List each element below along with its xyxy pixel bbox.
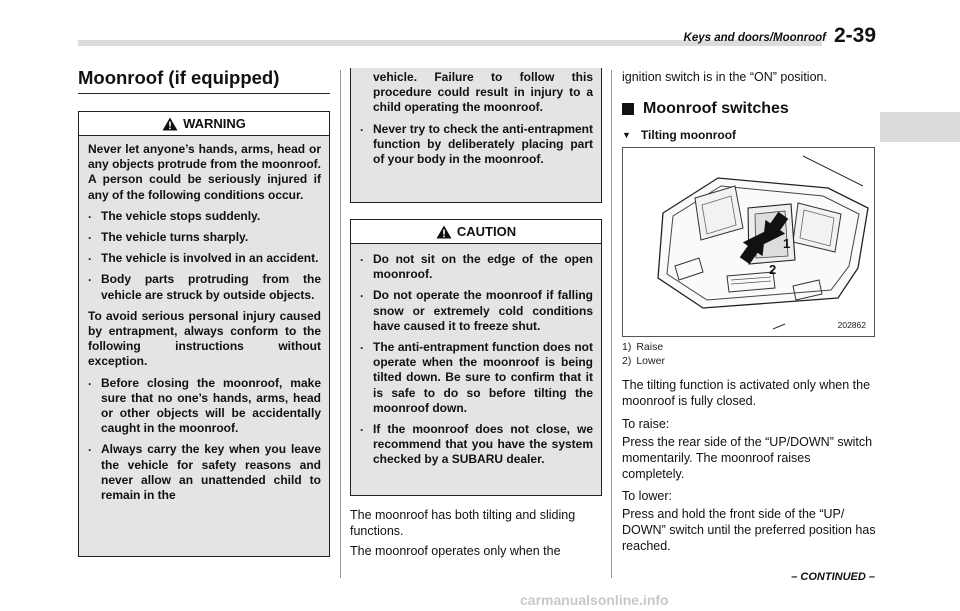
section-title: Moonroof (if equipped): [78, 67, 280, 88]
body-paragraph-continued: ignition switch is in the “ON” position.: [622, 70, 827, 84]
warning-continued-text: vehicle. Failure to follow this procedure could result in injury to a child operating the moonroof.: [373, 70, 593, 115]
callout-1: 1: [783, 236, 791, 251]
warning-triangle-icon: [162, 117, 178, 131]
header-chapter: Keys and doors/Moonroof: [683, 32, 826, 44]
raise-text: Press the rear side of the “UP/DOWN” switch momentarily. The moonroof raises completely.: [622, 435, 873, 482]
caution-title: CAUTION: [456, 224, 517, 239]
warning-condition: . The vehicle stops suddenly.: [88, 209, 321, 224]
caption-item: 2) Lower: [622, 354, 665, 367]
section-title-rule: [78, 93, 330, 94]
caution-item: . Do not sit on the edge of the open moonroof.: [360, 252, 593, 282]
caution-item: . Do not operate the moonroof if falling snow or extremely cold conditions have caused it to freeze shut.: [360, 288, 593, 334]
body-paragraph: The moonroof has both tilting and sliding functions.: [350, 508, 576, 539]
caution-box: [350, 219, 602, 496]
warning-instruction: . Before closing the moonroof, make sure that no one’s hands, arms, head or other objects will be accidentally caught in the moonroof.: [88, 376, 321, 437]
tilting-subheading-text: Tilting moonroof: [640, 128, 737, 142]
caution-item: . The anti-entrapment function does not operate when the moonroof is being tilted down. Be sure to confirm that it is safe to do so before tilting the moonroof down.: [360, 340, 593, 416]
caution-header: [351, 220, 601, 244]
callout-2: 2: [769, 262, 777, 277]
caution-triangle-icon: [436, 225, 452, 239]
warning-instruction: . Always carry the key when you leave the vehicle for safety reasons and never allow an unattended child to remain in the: [88, 442, 321, 503]
warning-condition: . The vehicle turns sharply.: [88, 230, 321, 245]
column-divider-2: [611, 70, 612, 578]
warning-continued-body: [351, 68, 601, 175]
tilting-subheading: [622, 128, 736, 142]
caution-item: . If the moonroof does not close, we recommend that you have the system checked by a SUBARU dealer.: [360, 422, 593, 468]
warning-avoid-text: To avoid serious personal injury caused by entrapment, always conform to the following instructions without exception.: [88, 308, 321, 369]
column-divider-1: [340, 70, 341, 578]
heading-square-icon: [622, 103, 634, 115]
warning-condition: . Body parts protruding from the vehicle are struck by outside objects.: [88, 272, 321, 302]
warning-title: WARNING: [183, 116, 246, 131]
tilt-paragraph: The tilting function is activated only when the moonroof is fully closed.: [622, 378, 871, 409]
warning-box-continued: [350, 68, 602, 203]
switches-heading: [622, 100, 789, 118]
chapter-side-tab: [880, 112, 960, 142]
warning-header: [79, 112, 329, 136]
continued-label: – CONTINUED –: [791, 571, 875, 583]
figure-captions: [622, 341, 665, 368]
lower-label: To lower:: [622, 489, 673, 503]
raise-label: To raise:: [622, 417, 670, 431]
switches-heading-text: Moonroof switches: [643, 100, 789, 117]
warning-box: [78, 111, 330, 557]
watermark: carmanualsonline.info: [520, 592, 669, 608]
lower-text: Press and hold the front side of the “UP/ DOWN” switch until the preferred position has reached.: [622, 507, 876, 554]
moonroof-switch-figure: [622, 147, 875, 337]
down-triangle-icon: ▼: [622, 130, 631, 140]
figure-number: 202862: [837, 320, 866, 330]
warning-intro: Never let anyone’s hands, arms, head or any objects protrude from the moonroof. A person could be seriously injured if any of the following conditions occur.: [88, 142, 321, 202]
body-paragraph: The moonroof operates only when the: [350, 544, 561, 558]
caption-item: 1) Raise: [622, 341, 664, 353]
overhead-console-illustration: [623, 148, 875, 337]
warning-body: [79, 136, 329, 511]
page-number: 2-39: [834, 24, 877, 47]
warning-continued-bullet: . Never try to check the anti-entrapment function by deliberately placing part of your body in the moonroof.: [360, 122, 593, 168]
warning-condition: . The vehicle is involved in an accident.: [88, 251, 321, 266]
caution-body: [351, 244, 601, 476]
